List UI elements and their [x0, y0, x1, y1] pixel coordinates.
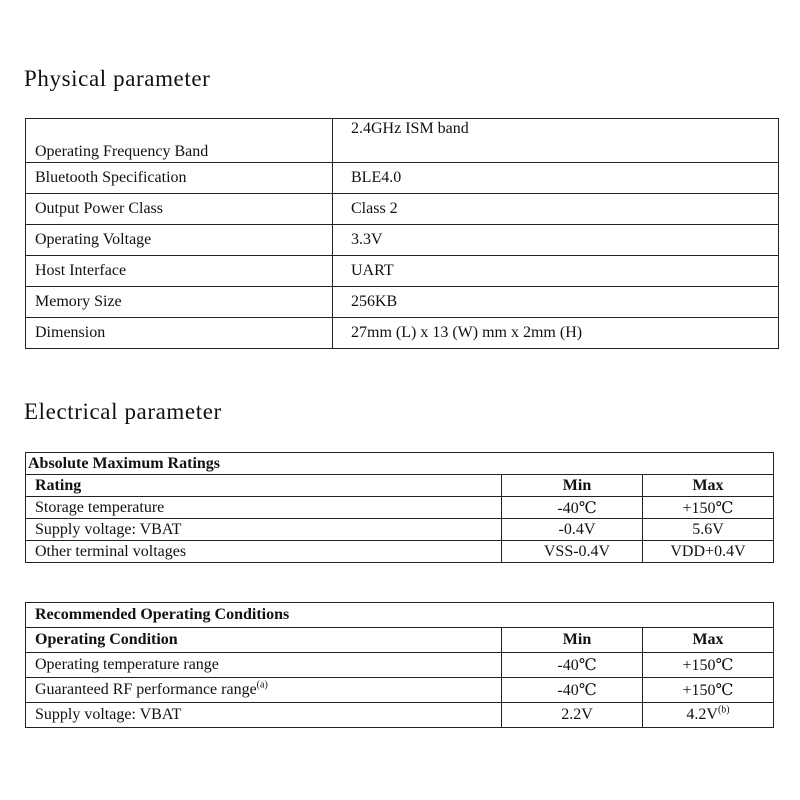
rating-name: Supply voltage: VBAT	[26, 519, 502, 541]
rating-max: +150℃	[643, 497, 774, 519]
condition-max-cell	[643, 703, 774, 728]
footnote-marker-a: (a)	[256, 679, 268, 691]
table-header-row	[26, 628, 774, 653]
param-label: Bluetooth Specification	[26, 163, 333, 194]
table-caption: Absolute Maximum Ratings	[26, 453, 774, 475]
column-header-max: Max	[643, 475, 774, 497]
table-row	[26, 703, 774, 728]
column-header-rating: Rating	[26, 475, 502, 497]
table-row	[26, 256, 779, 287]
table-row	[26, 497, 774, 519]
table-row	[26, 119, 779, 163]
column-header-condition: Operating Condition	[26, 628, 502, 653]
column-header-min: Min	[502, 475, 643, 497]
param-value: Class 2	[333, 194, 779, 225]
rating-min: -40℃	[502, 497, 643, 519]
param-value: 2.4GHz ISM band	[333, 119, 779, 163]
table-row	[26, 194, 779, 225]
table-row	[26, 678, 774, 703]
table-row	[26, 225, 779, 256]
rating-name: Other terminal voltages	[26, 541, 502, 563]
param-label: Dimension	[26, 318, 333, 349]
condition-min: -40℃	[502, 678, 643, 703]
param-label: Output Power Class	[26, 194, 333, 225]
rating-max: 5.6V	[643, 519, 774, 541]
param-value: UART	[333, 256, 779, 287]
param-label: Host Interface	[26, 256, 333, 287]
table-row	[26, 519, 774, 541]
table-caption-row	[26, 453, 774, 475]
condition-max: +150℃	[643, 678, 774, 703]
condition-max: 4.2V	[686, 706, 718, 723]
table-row	[26, 287, 779, 318]
table-row	[26, 318, 779, 349]
condition-max: +150℃	[643, 653, 774, 678]
column-header-min: Min	[502, 628, 643, 653]
table-row	[26, 541, 774, 563]
rating-name: Storage temperature	[26, 497, 502, 519]
condition-name: Guaranteed RF performance range	[35, 681, 257, 698]
electrical-parameter-title: Electrical parameter	[24, 399, 222, 424]
param-label: Operating Frequency Band	[26, 119, 333, 163]
recommended-operating-conditions-table	[25, 602, 774, 728]
table-caption: Recommended Operating Conditions	[26, 603, 774, 628]
param-value: 3.3V	[333, 225, 779, 256]
footnote-marker-b: (b)	[717, 704, 730, 716]
param-label: Operating Voltage	[26, 225, 333, 256]
condition-min: 2.2V	[502, 703, 643, 728]
table-row	[26, 653, 774, 678]
condition-min: -40℃	[502, 653, 643, 678]
condition-name: Operating temperature range	[26, 653, 502, 678]
column-header-max: Max	[643, 628, 774, 653]
table-header-row	[26, 475, 774, 497]
physical-parameter-title: Physical parameter	[24, 66, 211, 91]
table-row	[26, 163, 779, 194]
condition-name: Supply voltage: VBAT	[26, 703, 502, 728]
condition-name-cell	[26, 678, 502, 703]
param-value: 27mm (L) x 13 (W) mm x 2mm (H)	[333, 318, 779, 349]
table-caption-row	[26, 603, 774, 628]
absolute-maximum-ratings-table	[25, 452, 774, 563]
rating-min: VSS-0.4V	[502, 541, 643, 563]
param-value: BLE4.0	[333, 163, 779, 194]
rating-min: -0.4V	[502, 519, 643, 541]
param-value: 256KB	[333, 287, 779, 318]
rating-max: VDD+0.4V	[643, 541, 774, 563]
param-label: Memory Size	[26, 287, 333, 318]
physical-parameter-table	[25, 118, 779, 349]
